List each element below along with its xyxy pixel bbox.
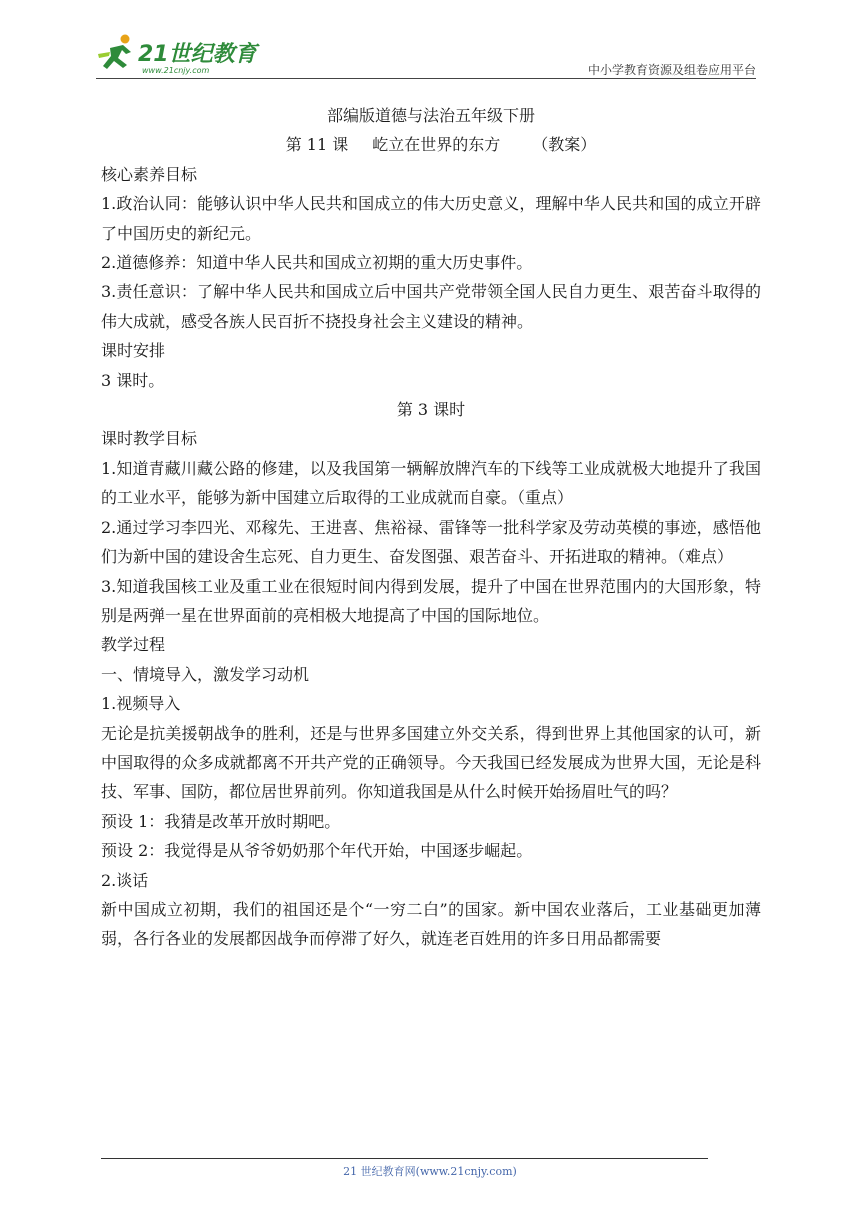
lesson-title	[101, 130, 761, 159]
lesson-type: （教案）	[532, 135, 597, 155]
page-header	[96, 30, 756, 80]
svg-text:21世纪教育: 21世纪教育	[138, 42, 257, 67]
svg-text:www.21cnjy.com: www.21cnjy.com	[142, 66, 210, 75]
step-heading-1: 一、情境导入，激发学习动机	[101, 664, 310, 684]
schedule-text: 3 课时。	[101, 370, 165, 390]
core-goal-2: 2.道德修养：知道中华人民共和国成立初期的重大历史事件。	[101, 253, 533, 273]
section-heading-goals: 课时教学目标	[101, 429, 198, 449]
preset-answer-1: 预设 1：我猜是改革开放时期吧。	[101, 811, 341, 831]
core-goal-3: 3.责任意识：了解中华人民共和国成立后中国共产党带领全国人民自力更生、艰苦奋斗取得的伟大成就，感受各族人民百折不挠投身社会主义建设的精神。	[101, 282, 761, 331]
runner-icon	[98, 35, 131, 70]
doc-title: 部编版道德与法治五年级下册	[326, 106, 535, 125]
footer-divider	[101, 1158, 708, 1159]
lesson-goal-2: 2.通过学习李四光、邓稼先、王进喜、焦裕禄、雷锋等一批科学家及劳动英模的事迹，感悟他们为新中国的建设舍生忘死、自力更生、奋发图强、艰苦奋斗、开拓进取的精神。（难点）	[101, 517, 761, 567]
header-divider	[96, 78, 756, 79]
section-heading-schedule: 课时安排	[101, 341, 166, 361]
paragraph-talk: 新中国成立初期，我们的祖国还是个“一穷二白”的国家。新中国农业落后，工业基础更加薄弱，各行各业的发展都因战争而停滞了好久，就连老百姓用的许多日用品都需要	[101, 899, 761, 949]
lesson-goal-1: 1.知道青藏川藏公路的修建，以及我国第一辆解放牌汽车的下线等工业成就极大地提升了我国的工业水平，能够为新中国建立后取得的工业成就而自豪。（重点）	[101, 458, 761, 508]
document-body	[101, 101, 761, 954]
section-heading-process: 教学过程	[101, 635, 166, 655]
footer-text: 21 世纪教育网(www.21cnjy.com)	[343, 1165, 517, 1178]
sub-heading-video: 1.视频导入	[101, 694, 181, 714]
platform-name: 中小学教育资源及组卷应用平台	[587, 63, 756, 77]
lesson-goal-3: 3.知道我国核工业及重工业在很短时间内得到发展，提升了中国在世界范围内的大国形象，特别是两弹一星在世界面前的亮相极大地提高了中国的国际地位。	[101, 576, 761, 625]
section-heading-core: 核心素养目标	[101, 164, 198, 184]
paragraph-intro: 无论是抗美援朝战争的胜利，还是与世界多国建立外交关系，得到世界上其他国家的认可，新中国取得的众多成就都离不开共产党的正确领导。今天我国已经发展成为世界大国，无论是科技、军事、国防，都位居世界前列。你知道我国是从什么时候开始扬眉吐气的吗？	[101, 723, 761, 802]
lesson-name: 屹立在世界的东方	[372, 135, 501, 155]
sub-heading-talk: 2.谈话	[101, 870, 149, 890]
core-goal-1: 1.政治认同：能够认识中华人民共和国成立的伟大历史意义，理解中华人民共和国的成立开辟了中国历史的新纪元。	[101, 194, 761, 243]
preset-answer-2: 预设 2：我觉得是从爷爷奶奶那个年代开始，中国逐步崛起。	[101, 841, 533, 861]
period-title: 第 3 课时	[396, 400, 466, 420]
site-logo	[96, 32, 266, 76]
lesson-number: 第 11 课	[285, 135, 349, 155]
